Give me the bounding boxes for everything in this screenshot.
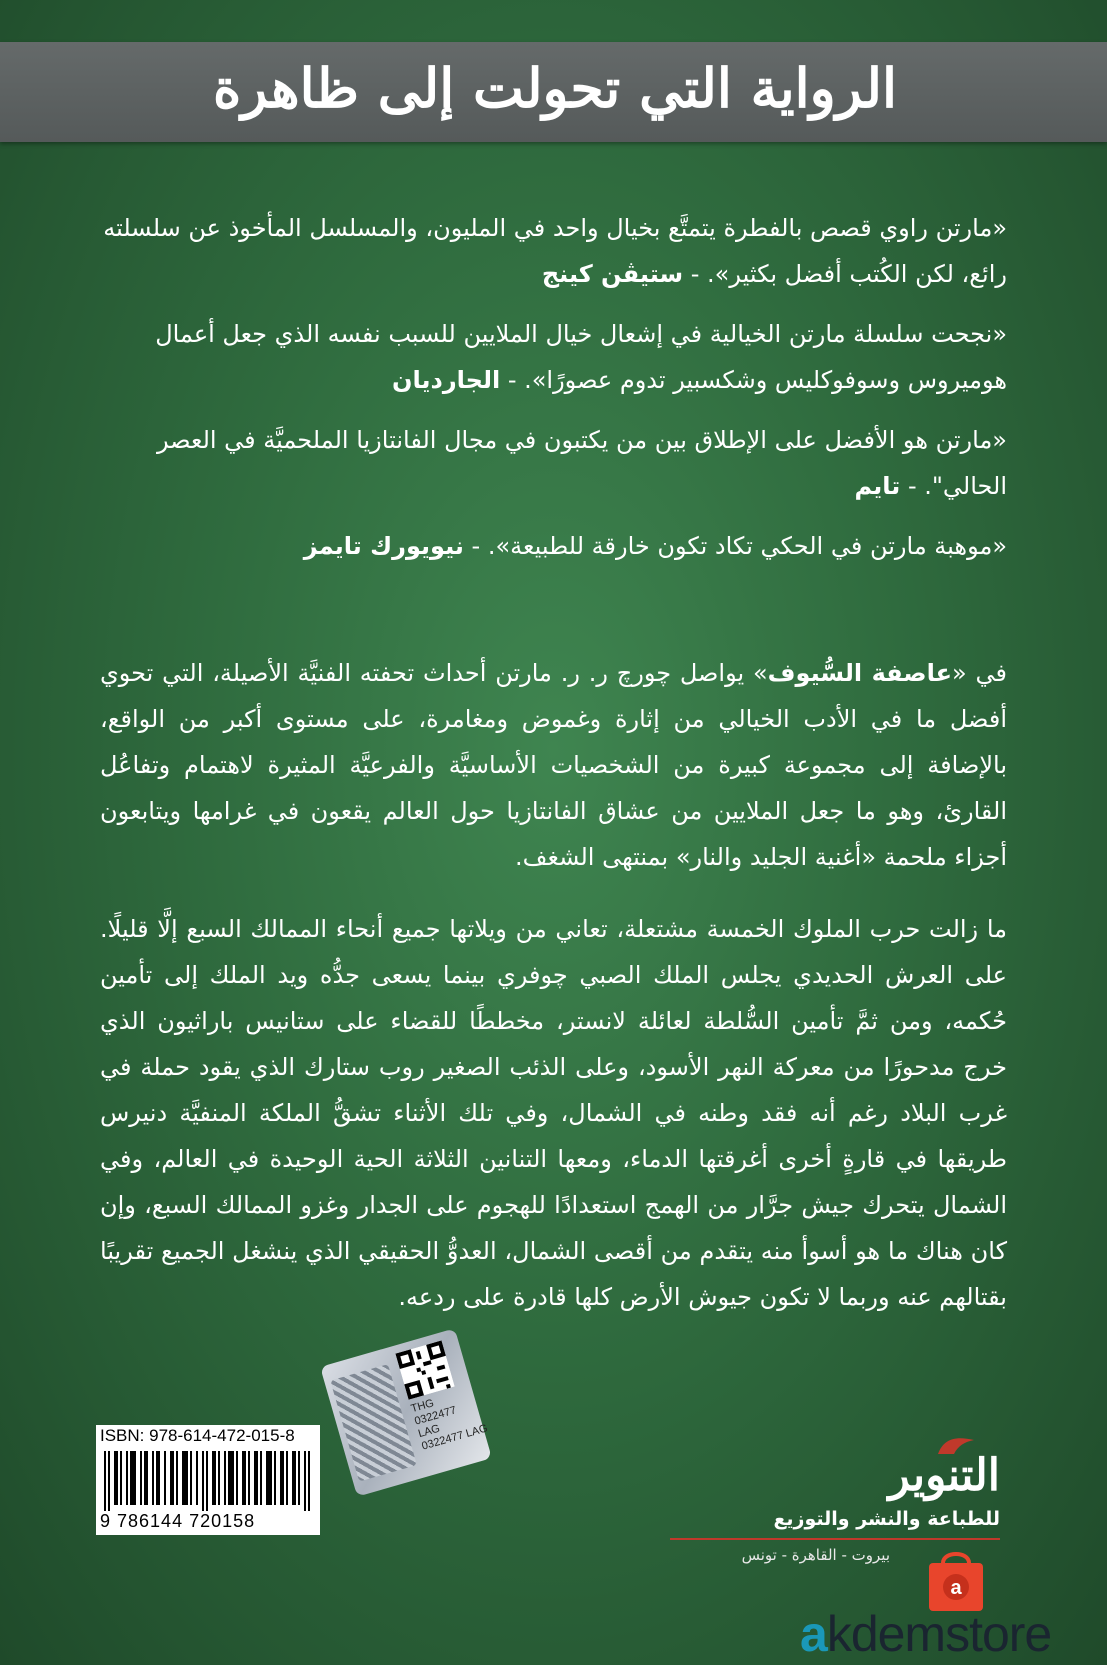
publisher-cities: بيروت - القاهرة - تونس [741, 1546, 890, 1564]
isbn-barcode [96, 1425, 320, 1535]
synopsis-text: » يواصل چورچ ر. ر. مارتن أحداث تحفته الفنيَّة الأصيلة، التي تحوي أفضل ما في الأدب الخيالي من إثارة وغموض ومغامرة، على مستوى أكبر من الواقع، بالإضافة إلى مجموعة كبيرة من الشخصيات الأساسيَّة والفرعيَّة المثيرة لاهتمام وتفاعُل القارئ، وهو ما جعل الملايين من عشاق الفانتازيا حول العالم يقعون في غرامها ويتابعون أجزاء ملحمة «أغنية الجليد والنار» بمنتهى الشغف. [100, 659, 1007, 871]
quote-source: الجارديان [392, 366, 501, 394]
review-quote [100, 205, 1007, 297]
review-quote [100, 523, 1007, 569]
title-band [0, 42, 1107, 142]
review-quotes [100, 205, 1007, 583]
book-title-inline: عاصفة السُّيوف [767, 659, 953, 687]
synopsis-paragraph: ما زالت حرب الملوك الخمسة مشتعلة، تعاني من ويلاتها جميع أنحاء الممالك السبع إلَّا قليلًا. على العرش الحديدي يجلس الملك الصبي چوفري بينما يسعى جدُّه ويد الملك إلى تأمين حُكمه، ومن ثمَّ تأمين السُّلطة لعائلة لانستر، مخططًا للقضاء على ستانيس باراثيون الذي خرج مدحورًا من معركة النهر الأسود، وعلى الذئب الصغير روب ستارك الذي يقود حملة في غرب البلاد رغم أنه فقد وطنه في الشمال، وفي تلك الأثناء تشقُّ الملكة المنفيَّة دنيرس طريقها في قارةٍ أخرى أغرقتها الدماء، ومعها التنانين الثلاثة الحية الوحيدة في العالم، وفي الشمال يتحرك جيش جرَّار من الهمج استعدادًا للهجوم على الجدار وغزو الممالك السبع، وإن كان هناك ما هو أسوأ منه يتقدم من أقصى الشمال، العدوُّ الحقيقي الذي ينشغل الجميع تقريبًا بقتالهم عنه وربما لا تكون جيوش الأرض كلها قادرة على ردعه. [100, 915, 1007, 1311]
quote-source: نيويورك تايمز [303, 532, 464, 560]
store-watermark [800, 1605, 1051, 1663]
qr-code-icon [395, 1340, 454, 1399]
quote-text: «موهبة مارتن في الحكي تكاد تكون خارقة للطبيعة». - [463, 532, 1007, 560]
isbn-digits: 9 786144 720158 [100, 1511, 256, 1531]
store-letter: a [800, 1606, 827, 1662]
quote-source: ستيڤن كينج [541, 260, 684, 288]
shopping-bag-icon [925, 1545, 987, 1613]
publisher-name: للطباعة والنشر والتوزيع [773, 1508, 1000, 1530]
quote-source: تايم [854, 472, 901, 500]
publisher-block [640, 1450, 1000, 1564]
quote-text: «مارتن هو الأفضل على الإطلاق بين من يكتبون في مجال الفانتازيا الملحميَّة في العصر الحالي". - [156, 426, 1007, 500]
review-quote [100, 311, 1007, 403]
divider [670, 1538, 1000, 1540]
isbn-label: ISBN: 978-614-472-015-8 [100, 1426, 295, 1445]
svg-text:a: a [950, 1577, 962, 1599]
publisher-logo: التنوير [888, 1450, 1000, 1501]
synopsis-text: في « [952, 659, 1007, 687]
synopsis-paragraph [100, 650, 1007, 880]
synopsis [100, 650, 1007, 1346]
cover-title: الرواية التي تحولت إلى ظاهرة [213, 56, 897, 120]
sticker-code: THG 0322477 LAG 0322477 LAG [409, 1397, 490, 1453]
quote-text: «مارتن راوي قصص بالفطرة يتمتَّع بخيال واحد في المليون، والمسلسل المأخوذ عن سلسلته رائع، لكن الكُتب أفضل بكثير». - [103, 214, 1007, 288]
barcode-icon [104, 1451, 310, 1511]
review-quote [100, 417, 1007, 509]
security-sticker [320, 1328, 492, 1496]
quote-text: «نجحت سلسلة مارتن الخيالية في إشعال خيال الملايين للسبب نفسه الذي جعل أعمال هوميروس وسوفوكليس وشكسبير تدوم عصورًا». - [155, 320, 1007, 394]
store-name-text: kdemstore [826, 1606, 1052, 1662]
